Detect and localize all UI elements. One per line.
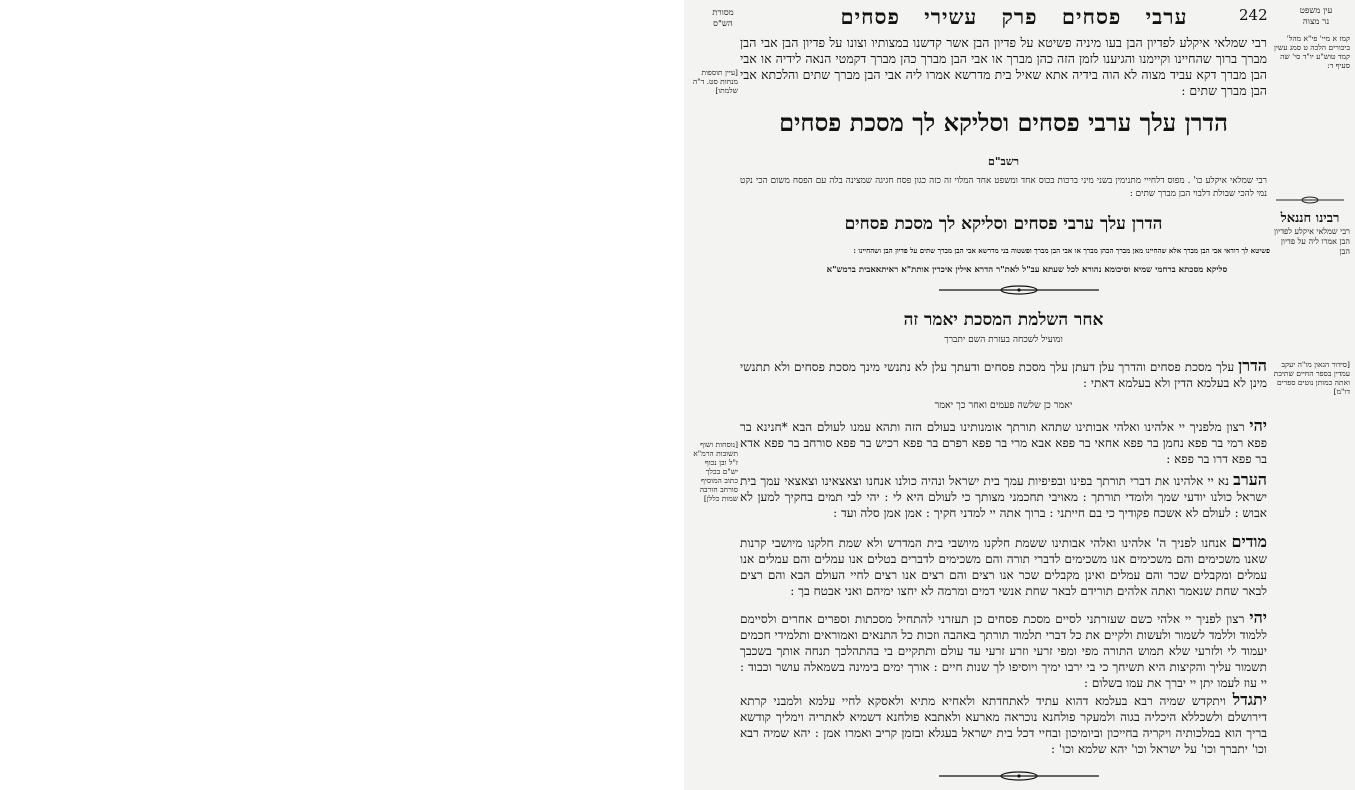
modim-paragraph-text: אנחנו לפניך ה' אלהינו ואלהי אבותינו ששמת חלקנו מיושבי בית המדרש ולא שמת חלקנו מיושבי קרנות שאנו משכימים והם משכימים אנו משכימים לדברי תורה והם משכימים לדברים בטלים אנו עמלים והם עמלים אנו עמלים ומקבלים שכר והם עמלים ואינן מקבלים שכר אנו רצים והם רצים אנו רצים לחיי העולם הבא והם רצים לבאר שחת שנאמר ואתה אלהים תורידם לבאר שחת אנשי דמים ומרמה לא יחצו ימיהם ואני אבטח בך : — [740, 536, 1267, 598]
page-header-title: ערבי פסחים פרק עשירי פסחים — [840, 4, 1188, 29]
rabbeinu-chananel-title: רבינו חננאל — [1280, 211, 1340, 226]
colophon-line: סליקא מסכתא ברחמי שמיא וסיכומא נהורא לכל שעתא עב"ל לאת"ר הדרא אילין איכרין אותת"א ראיתאאבית ברמש"א — [826, 265, 1228, 275]
yehi-paragraph — [740, 418, 1267, 468]
yehi-ratzon-lead-word: יהי — [1249, 610, 1267, 627]
hadran-title-small: הדרן עלך ערבי פסחים וסליקא לך מסכת פסחים — [844, 214, 1163, 234]
ornament-divider — [1274, 196, 1346, 204]
haarev-paragraph-text: נא יי אלהינו את דברי תורתך בפינו ובפיפיות עמך בית ישראל ונהיה כולנו אנחנו וצאצאינו וצאצאי עמך בית ישראל כולנו יודעי שמך ולומדי תורתך : מאויבי תחכמני מצותך כי לעולם היא לי : יהי לבי תמים בחקיך למען לא אבוש : לעולם לא אשכח פקודיך כי בם חייתני : ברוך אתה יי למדני חקיך : אמן אמן סלה ועד : — [740, 474, 1267, 520]
hadran-side-note: [סידור הגאון מו"ה יעקב עמדין בספר החיים שתיבת ואתה כמותן נוטים ספרים דו"מ] — [1273, 360, 1350, 396]
rashbam-text: רבי שמלאי איקלע כו' . מפוס דלחייי מתנימין בשני מיני ברכות בכוס אחד ומשפט אחד המלוי זה כזה כגון פסח חגיגה שמצינה בלה עם הפסח משום הכי נקט נמי להכי שבולת דלבוי הבן מברך שתים : — [740, 176, 1267, 199]
hadran-lead-word: הדרן — [1238, 358, 1267, 375]
yehi-ratzon-paragraph-text: רצון לפניך יי אלהי כשם שעזרתני לסיים מסכת פסחים כן תעזרני להתחיל מסכתות וספרים אחרים ולסיימם ללמוד וללמד לשמור ולעשות ולקיים את כל דברי תלמוד תורתך באהבה וזכות כל התנאים ואמוראים ותלמידי חכמים יעמוד לי ולזרעי שלא תמוש התורה מפי ומפי זרעי וזרע זרעי עד עולם ותתקיים בי בהתהלכך תנחה אותך בשכבך תשמור עליך והקיצות היא תשיחך כי בי ירבו ימיך ויוסיפו לך שנות חיים : אורך ימים בימינה בשמאלה עושר וכבוד : יי עוז לעמו יתן יי יברך את עמו בשלום : — [740, 612, 1267, 690]
yehi-lead-word: יהי — [1249, 418, 1267, 435]
masoret-label: מסורת הש"ס — [712, 8, 734, 29]
ornament-divider — [934, 284, 1104, 296]
ein-mishpat-label: עין משפט נר מצוה — [1299, 6, 1333, 27]
rabbeinu-chananel-text: רבי שמלאי איקלע לפדיון הבן אמרו ליה על פדיון הבן — [1274, 227, 1350, 256]
modim-lead-word: מודים — [1231, 534, 1267, 551]
yitgadal-paragraph-text: ויתקדש שמיה רבא בעלמא דהוא עתיד לאתחדתא ולאחיא מתיא ולאסקא לחיי עלמא ולמבני קרתא דירושלם ולשכללא היכליה בגוה ולמעקר פולחנא נוכראה מארעא ולאתבא פולחנא דשמיא לאתריה וימליך קודשא בריך הוא במלכותיה ויקריה בחייכון וביומיכון ובחיי דכל בית ישראל בעגלא ובזמן קריב ואמרו אמן : יהא שמיה רבא וכו' יתברך וכו' על ישראל וכו' יהא שלמא וכו' : — [740, 694, 1267, 756]
opening-paragraph: רבי שמלאי איקלע לפדיון הבן בעו מיניה פשיטא על פדיון הבן אשר קדשנו במצותיו וצונו על פדיון הבן אבי הבן מברך ברוך שהחיינו וקיימנו והגיענו לזמן הזה כהן מברך או אבי הבן מברך כהן מברך דקמטי הנאה לידיה או אבי הבן מברך דקא עביד מצוה לא הוה בידיה אתא שאיל בית מדרשא אמרו ליה אבי הבן מברך שתים והלכתא אבי הבן מברך שתים : — [740, 35, 1267, 98]
haarev-paragraph — [740, 472, 1267, 530]
haarev-lead-word: הערב — [1233, 472, 1267, 489]
say-three-times: יאמר כן שלשה פעמים ואחר כך יאמר — [934, 400, 1073, 411]
hadran-paragraph — [740, 358, 1267, 392]
after-completion-subtitle: ומועיל לשכחה בעזרת השם יתברך — [944, 335, 1063, 345]
after-completion-title: אחר השלמת המסכת יאמר זה — [903, 310, 1104, 330]
modim-paragraph — [740, 534, 1267, 610]
masoret-note: [עיין תוספות מנחות סט. ד"ה שלמתו] — [692, 68, 738, 95]
talmud-page — [684, 0, 1355, 790]
yitgadal-lead-word: יתגדל — [1232, 692, 1267, 709]
page-number: 242 — [1239, 6, 1268, 24]
yehi-side-note: [נוסחות ושוף תשובות הרמ"א ז"ל ובן נכוף יש"ם בכלך כתוב המוסיף סורחב חורבה שמות כללן] — [693, 440, 738, 503]
yehi-ratzon-paragraph — [740, 610, 1267, 690]
hadran-title-large: הדרן עלך ערבי פסחים וסליקא לך מסכת פסחים — [779, 108, 1228, 137]
ein-mishpat-note: קמז א מיי' פי"א מהל' ביכורים הלכה ט סמג עשין קמד טוש"ע יו"ד סי' שה סעיף ד: — [1274, 34, 1350, 70]
ornament-divider — [934, 770, 1104, 782]
rashbam-label: רשב"ם — [987, 155, 1020, 168]
yitgadal-paragraph — [740, 692, 1267, 758]
hadran-paragraph-text: עלך מסכת פסחים והדרך עלן דעתן עלך מסכת פסחים ודעתך עלן לא נתנשי מינך מסכת פסחים ולא תתנשי מינן לא בעלמא הדין ולא בעלמא דאתי : — [740, 360, 1267, 390]
yehi-paragraph-text: רצון מלפניך יי אלהינו ואלהי אבותינו שתהא תורתך אומנותינו בעולם הזה ותהא עמנו לעולם הבא *חנינא בר פפא רמי בר פפא נחמן בר פפא אחאי בר פפא אבא מרי בר פפא רפרם בר פפא רכיש בר פפא סורחב בר פפא אדא בר פפא דרו בר פפא : — [740, 420, 1267, 466]
fine-print-line: פשיטא לך דודאי אבי הבן מברך אלא שהחיינו מאן מברך הכהן מברך או אבי הבן מברך ופשטוה בני מדרשא אבי הבן מברך שתים על פדיון הבן ושהחיינו : — [853, 246, 1270, 255]
